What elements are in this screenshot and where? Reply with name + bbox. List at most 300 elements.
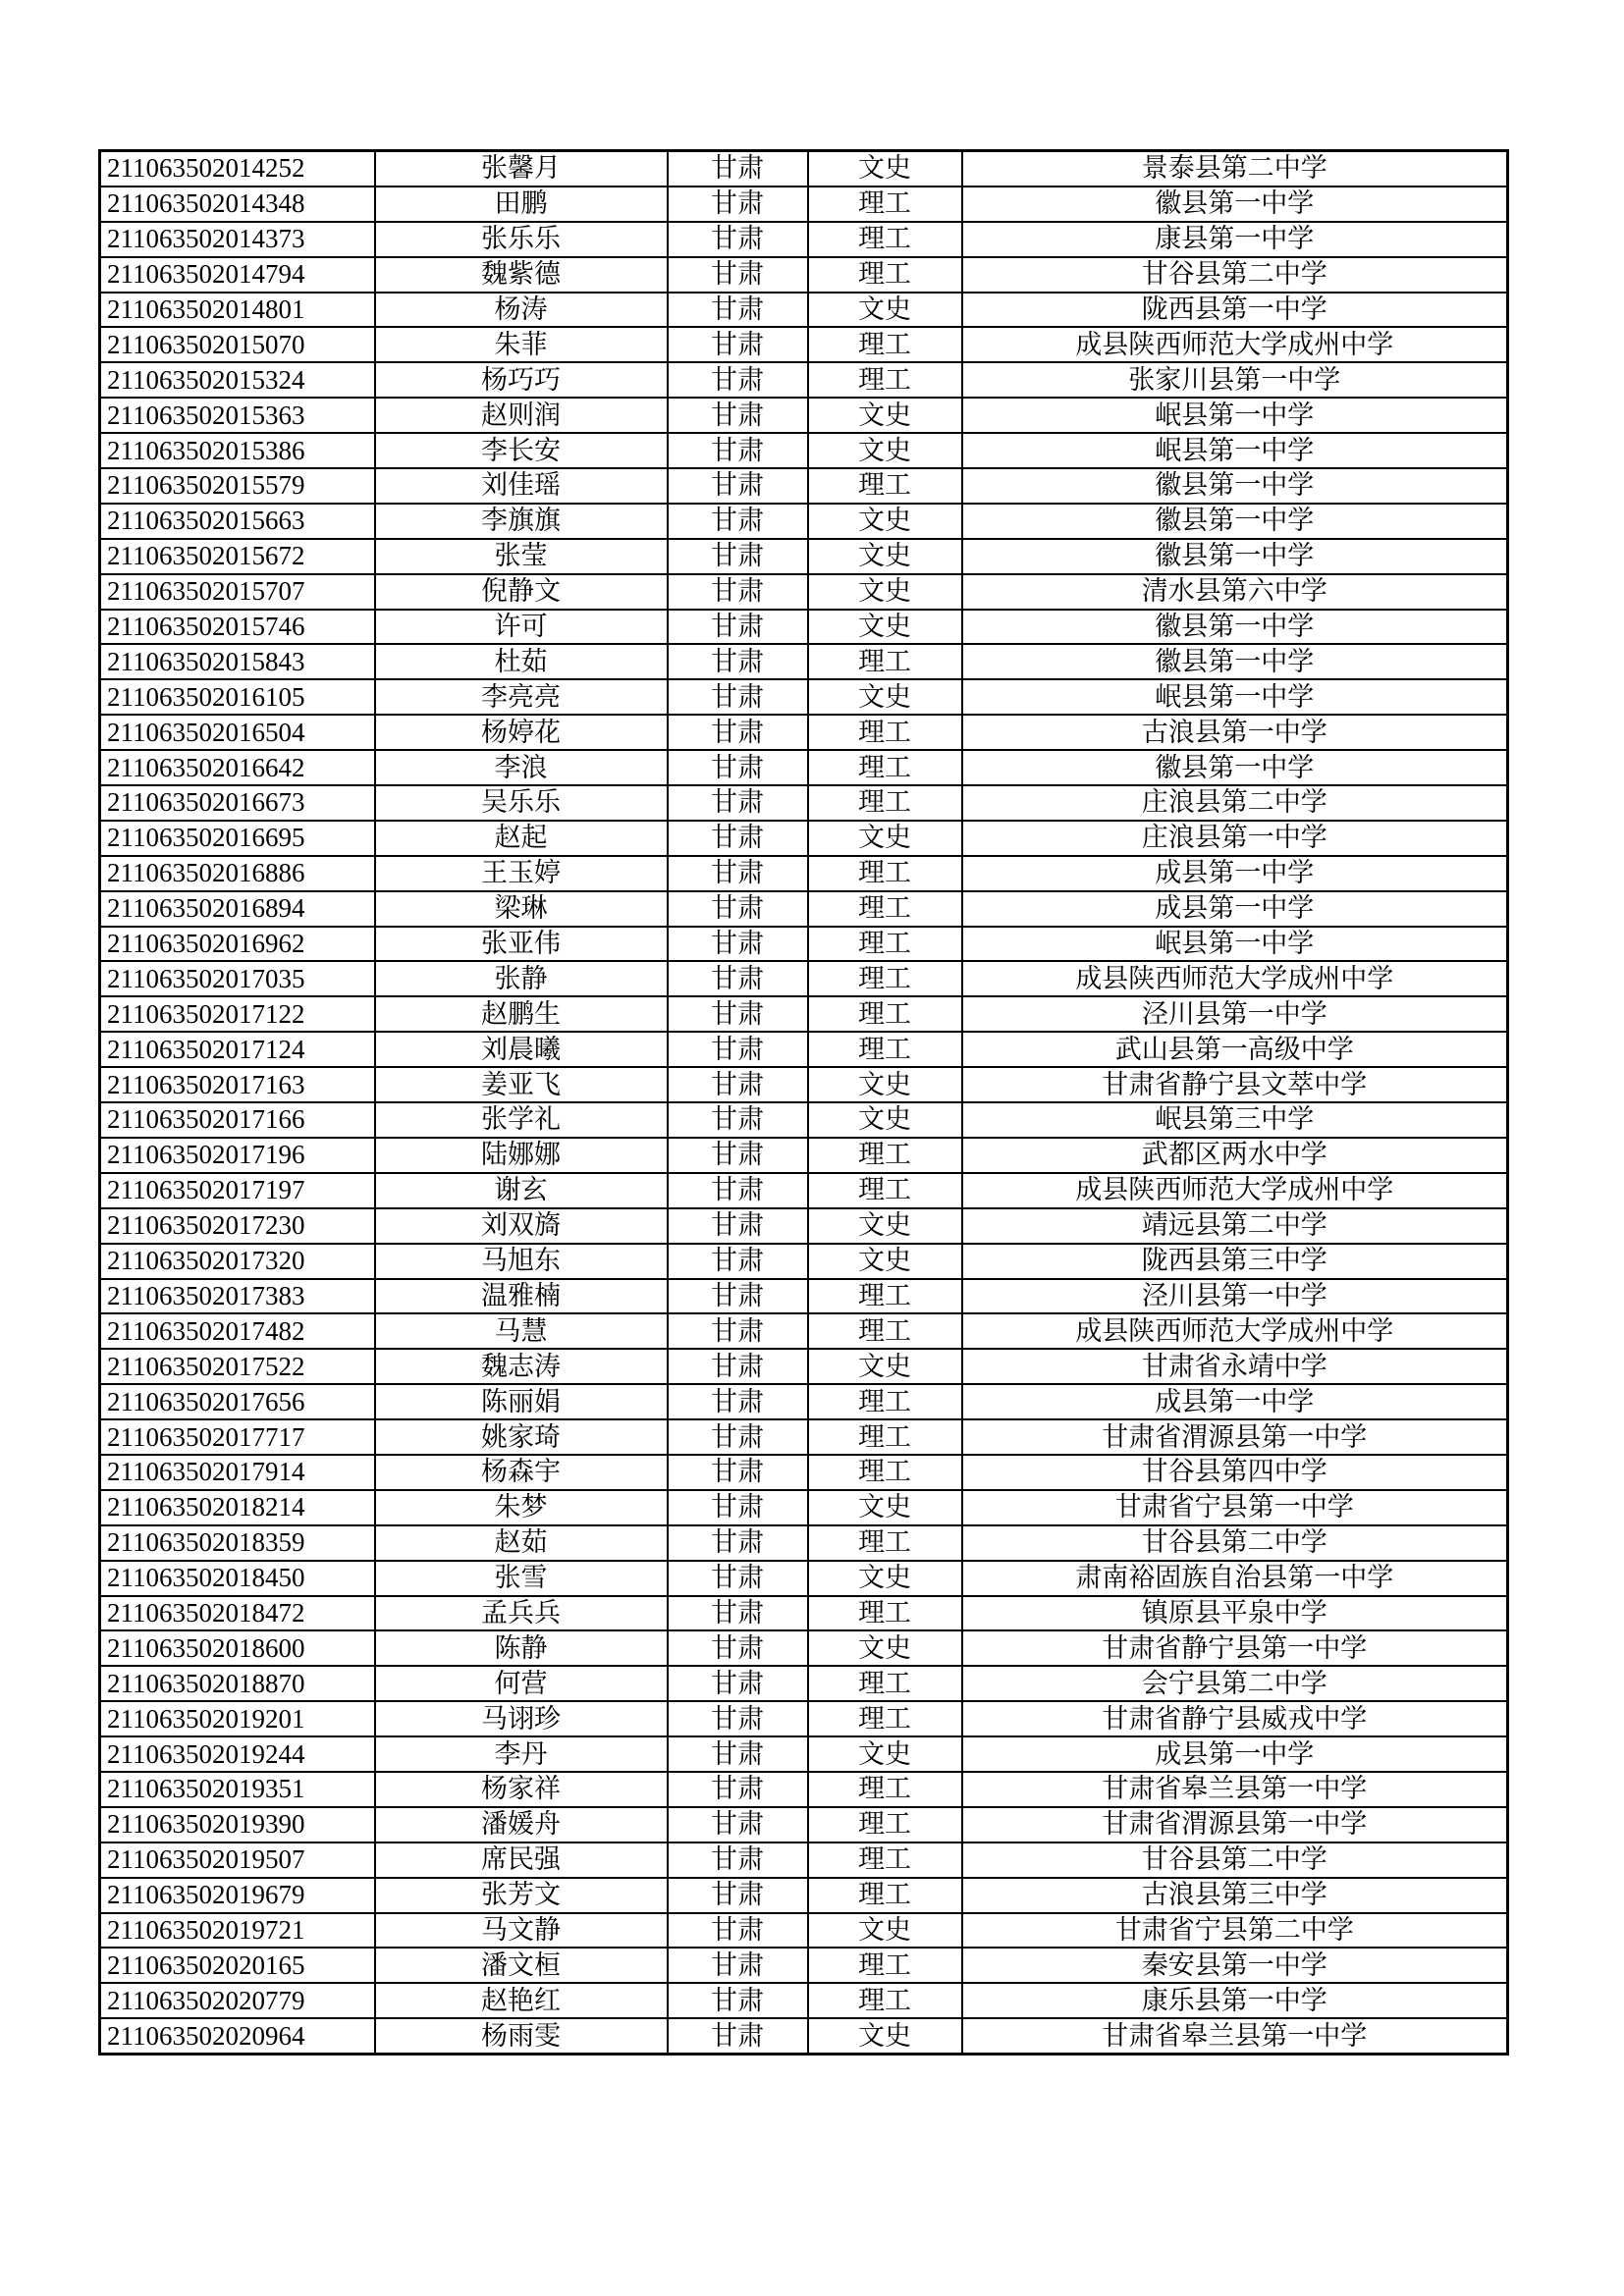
province-cell: 甘肃 — [668, 785, 808, 821]
exam-id-cell: 211063502017035 — [100, 961, 375, 996]
school-cell: 庄浪县第一中学 — [962, 821, 1508, 856]
exam-id-cell: 211063502015324 — [100, 362, 375, 398]
exam-id-cell: 211063502019721 — [100, 1913, 375, 1949]
exam-id-cell: 211063502017320 — [100, 1244, 375, 1279]
exam-id-cell: 211063502015363 — [100, 398, 375, 433]
name-cell: 杨涛 — [375, 293, 668, 328]
name-cell: 潘文桓 — [375, 1948, 668, 1983]
exam-id-cell: 211063502017482 — [100, 1313, 375, 1349]
province-cell: 甘肃 — [668, 1878, 808, 1913]
province-cell: 甘肃 — [668, 610, 808, 645]
table-row — [100, 433, 1508, 468]
province-cell: 甘肃 — [668, 1173, 808, 1208]
name-cell: 温雅楠 — [375, 1279, 668, 1314]
province-cell: 甘肃 — [668, 1736, 808, 1772]
student-list-table — [98, 149, 1509, 2056]
province-cell: 甘肃 — [668, 151, 808, 187]
subject-cell: 理工 — [808, 1701, 962, 1736]
subject-cell: 理工 — [808, 468, 962, 504]
table-row — [100, 1561, 1508, 1596]
table-row — [100, 891, 1508, 927]
table-row — [100, 1313, 1508, 1349]
province-cell: 甘肃 — [668, 1244, 808, 1279]
subject-cell: 理工 — [808, 1032, 962, 1067]
school-cell: 成县陕西师范大学成州中学 — [962, 1173, 1508, 1208]
name-cell: 孟兵兵 — [375, 1596, 668, 1631]
school-cell: 岷县第三中学 — [962, 1102, 1508, 1138]
province-cell: 甘肃 — [668, 679, 808, 715]
table-row — [100, 574, 1508, 610]
subject-cell: 文史 — [808, 1102, 962, 1138]
exam-id-cell: 211063502016105 — [100, 679, 375, 715]
subject-cell: 文史 — [808, 1630, 962, 1666]
name-cell: 李亮亮 — [375, 679, 668, 715]
school-cell: 岷县第一中学 — [962, 679, 1508, 715]
table-row — [100, 856, 1508, 891]
table-row — [100, 1384, 1508, 1419]
school-cell: 镇原县平泉中学 — [962, 1596, 1508, 1631]
table-row — [100, 539, 1508, 574]
school-cell: 甘肃省静宁县威戎中学 — [962, 1701, 1508, 1736]
province-cell: 甘肃 — [668, 1913, 808, 1949]
name-cell: 倪静文 — [375, 574, 668, 610]
subject-cell: 文史 — [808, 433, 962, 468]
province-cell: 甘肃 — [668, 504, 808, 539]
exam-id-cell: 211063502015746 — [100, 610, 375, 645]
province-cell: 甘肃 — [668, 750, 808, 785]
province-cell: 甘肃 — [668, 1525, 808, 1561]
table-body — [100, 151, 1508, 2055]
name-cell: 张亚伟 — [375, 927, 668, 962]
subject-cell: 理工 — [808, 961, 962, 996]
subject-cell: 理工 — [808, 257, 962, 293]
school-cell: 甘肃省静宁县文萃中学 — [962, 1067, 1508, 1102]
subject-cell: 文史 — [808, 539, 962, 574]
table-row — [100, 1666, 1508, 1701]
exam-id-cell: 211063502017124 — [100, 1032, 375, 1067]
exam-id-cell: 211063502017163 — [100, 1067, 375, 1102]
table-row — [100, 1630, 1508, 1666]
subject-cell: 文史 — [808, 1208, 962, 1244]
province-cell: 甘肃 — [668, 433, 808, 468]
table-row — [100, 1208, 1508, 1244]
exam-id-cell: 211063502015579 — [100, 468, 375, 504]
subject-cell: 理工 — [808, 187, 962, 222]
exam-id-cell: 211063502019351 — [100, 1772, 375, 1807]
exam-id-cell: 211063502020964 — [100, 2018, 375, 2054]
school-cell: 陇西县第三中学 — [962, 1244, 1508, 1279]
school-cell: 甘肃省渭源县第一中学 — [962, 1807, 1508, 1842]
province-cell: 甘肃 — [668, 327, 808, 362]
subject-cell: 理工 — [808, 1878, 962, 1913]
province-cell: 甘肃 — [668, 362, 808, 398]
subject-cell: 理工 — [808, 715, 962, 750]
province-cell: 甘肃 — [668, 1772, 808, 1807]
subject-cell: 文史 — [808, 610, 962, 645]
name-cell: 朱梦 — [375, 1490, 668, 1525]
exam-id-cell: 211063502017383 — [100, 1279, 375, 1314]
exam-id-cell: 211063502014252 — [100, 151, 375, 187]
school-cell: 成县陕西师范大学成州中学 — [962, 327, 1508, 362]
school-cell: 会宁县第二中学 — [962, 1666, 1508, 1701]
province-cell: 甘肃 — [668, 996, 808, 1032]
subject-cell: 文史 — [808, 1736, 962, 1772]
school-cell: 武都区两水中学 — [962, 1138, 1508, 1173]
table-row — [100, 1842, 1508, 1878]
name-cell: 张馨月 — [375, 151, 668, 187]
subject-cell: 理工 — [808, 1313, 962, 1349]
exam-id-cell: 211063502017122 — [100, 996, 375, 1032]
subject-cell: 理工 — [808, 1279, 962, 1314]
subject-cell: 理工 — [808, 891, 962, 927]
province-cell: 甘肃 — [668, 1102, 808, 1138]
subject-cell: 文史 — [808, 1244, 962, 1279]
name-cell: 王玉婷 — [375, 856, 668, 891]
subject-cell: 文史 — [808, 1561, 962, 1596]
exam-id-cell: 211063502014373 — [100, 222, 375, 257]
table-row — [100, 715, 1508, 750]
province-cell: 甘肃 — [668, 1349, 808, 1384]
table-row — [100, 1279, 1508, 1314]
table-row — [100, 644, 1508, 679]
school-cell: 甘肃省宁县第一中学 — [962, 1490, 1508, 1525]
subject-cell: 理工 — [808, 1138, 962, 1173]
exam-id-cell: 211063502019244 — [100, 1736, 375, 1772]
exam-id-cell: 211063502016504 — [100, 715, 375, 750]
exam-id-cell: 211063502014801 — [100, 293, 375, 328]
table-row — [100, 1067, 1508, 1102]
exam-id-cell: 211063502017717 — [100, 1419, 375, 1455]
school-cell: 岷县第一中学 — [962, 927, 1508, 962]
table-row — [100, 1596, 1508, 1631]
school-cell: 靖远县第二中学 — [962, 1208, 1508, 1244]
exam-id-cell: 211063502015386 — [100, 433, 375, 468]
name-cell: 许可 — [375, 610, 668, 645]
table-row — [100, 1525, 1508, 1561]
school-cell: 成县陕西师范大学成州中学 — [962, 1313, 1508, 1349]
province-cell: 甘肃 — [668, 187, 808, 222]
table-row — [100, 327, 1508, 362]
province-cell: 甘肃 — [668, 644, 808, 679]
exam-id-cell: 211063502016886 — [100, 856, 375, 891]
name-cell: 杨家祥 — [375, 1772, 668, 1807]
exam-id-cell: 211063502018359 — [100, 1525, 375, 1561]
province-cell: 甘肃 — [668, 574, 808, 610]
subject-cell: 理工 — [808, 362, 962, 398]
school-cell: 张家川县第一中学 — [962, 362, 1508, 398]
school-cell: 成县第一中学 — [962, 1384, 1508, 1419]
school-cell: 甘肃省静宁县第一中学 — [962, 1630, 1508, 1666]
exam-id-cell: 211063502017197 — [100, 1173, 375, 1208]
subject-cell: 理工 — [808, 1666, 962, 1701]
province-cell: 甘肃 — [668, 1561, 808, 1596]
school-cell: 甘谷县第二中学 — [962, 1525, 1508, 1561]
table-row — [100, 1772, 1508, 1807]
exam-id-cell: 211063502019201 — [100, 1701, 375, 1736]
subject-cell: 文史 — [808, 679, 962, 715]
name-cell: 陆娜娜 — [375, 1138, 668, 1173]
name-cell: 魏志涛 — [375, 1349, 668, 1384]
table-row — [100, 257, 1508, 293]
table-row — [100, 1455, 1508, 1490]
name-cell: 刘晨曦 — [375, 1032, 668, 1067]
exam-id-cell: 211063502020165 — [100, 1948, 375, 1983]
province-cell: 甘肃 — [668, 1032, 808, 1067]
school-cell: 岷县第一中学 — [962, 433, 1508, 468]
exam-id-cell: 211063502018214 — [100, 1490, 375, 1525]
school-cell: 甘肃省皋兰县第一中学 — [962, 1772, 1508, 1807]
table-row — [100, 151, 1508, 187]
province-cell: 甘肃 — [668, 257, 808, 293]
name-cell: 赵茹 — [375, 1525, 668, 1561]
exam-id-cell: 211063502014794 — [100, 257, 375, 293]
table-row — [100, 1948, 1508, 1983]
exam-id-cell: 211063502017522 — [100, 1349, 375, 1384]
table-row — [100, 398, 1508, 433]
table-row — [100, 1490, 1508, 1525]
school-cell: 甘肃省渭源县第一中学 — [962, 1419, 1508, 1455]
name-cell: 杨森宇 — [375, 1455, 668, 1490]
name-cell: 杨婷花 — [375, 715, 668, 750]
exam-id-cell: 211063502016673 — [100, 785, 375, 821]
province-cell: 甘肃 — [668, 1279, 808, 1314]
province-cell: 甘肃 — [668, 1419, 808, 1455]
table-row — [100, 1913, 1508, 1949]
province-cell: 甘肃 — [668, 468, 808, 504]
school-cell: 徽县第一中学 — [962, 504, 1508, 539]
name-cell: 魏紫德 — [375, 257, 668, 293]
name-cell: 姚家琦 — [375, 1419, 668, 1455]
subject-cell: 理工 — [808, 1419, 962, 1455]
subject-cell: 理工 — [808, 1525, 962, 1561]
subject-cell: 理工 — [808, 1596, 962, 1631]
name-cell: 李长安 — [375, 433, 668, 468]
subject-cell: 文史 — [808, 151, 962, 187]
name-cell: 张乐乐 — [375, 222, 668, 257]
table-row — [100, 2018, 1508, 2054]
table-row — [100, 679, 1508, 715]
name-cell: 马慧 — [375, 1313, 668, 1349]
table-row — [100, 1807, 1508, 1842]
school-cell: 徽县第一中学 — [962, 539, 1508, 574]
name-cell: 张静 — [375, 961, 668, 996]
subject-cell: 理工 — [808, 1173, 962, 1208]
exam-id-cell: 211063502017656 — [100, 1384, 375, 1419]
name-cell: 马旭东 — [375, 1244, 668, 1279]
name-cell: 赵鹏生 — [375, 996, 668, 1032]
school-cell: 古浪县第三中学 — [962, 1878, 1508, 1913]
school-cell: 徽县第一中学 — [962, 750, 1508, 785]
table-row — [100, 1173, 1508, 1208]
school-cell: 景泰县第二中学 — [962, 151, 1508, 187]
province-cell: 甘肃 — [668, 398, 808, 433]
exam-id-cell: 211063502016642 — [100, 750, 375, 785]
province-cell: 甘肃 — [668, 1701, 808, 1736]
exam-id-cell: 211063502020779 — [100, 1983, 375, 2018]
province-cell: 甘肃 — [668, 1138, 808, 1173]
name-cell: 张雪 — [375, 1561, 668, 1596]
name-cell: 李浪 — [375, 750, 668, 785]
exam-id-cell: 211063502019507 — [100, 1842, 375, 1878]
subject-cell: 理工 — [808, 327, 962, 362]
table-row — [100, 293, 1508, 328]
subject-cell: 理工 — [808, 1948, 962, 1983]
subject-cell: 文史 — [808, 1349, 962, 1384]
exam-id-cell: 211063502015707 — [100, 574, 375, 610]
province-cell: 甘肃 — [668, 1208, 808, 1244]
subject-cell: 文史 — [808, 821, 962, 856]
table-row — [100, 927, 1508, 962]
name-cell: 谢玄 — [375, 1173, 668, 1208]
province-cell: 甘肃 — [668, 539, 808, 574]
subject-cell: 文史 — [808, 504, 962, 539]
exam-id-cell: 211063502019679 — [100, 1878, 375, 1913]
province-cell: 甘肃 — [668, 856, 808, 891]
school-cell: 武山县第一高级中学 — [962, 1032, 1508, 1067]
school-cell: 岷县第一中学 — [962, 398, 1508, 433]
subject-cell: 理工 — [808, 927, 962, 962]
subject-cell: 文史 — [808, 1067, 962, 1102]
exam-id-cell: 211063502017230 — [100, 1208, 375, 1244]
subject-cell: 理工 — [808, 1772, 962, 1807]
name-cell: 张莹 — [375, 539, 668, 574]
name-cell: 刘佳瑶 — [375, 468, 668, 504]
province-cell: 甘肃 — [668, 927, 808, 962]
subject-cell: 理工 — [808, 1455, 962, 1490]
name-cell: 杨巧巧 — [375, 362, 668, 398]
table-row — [100, 961, 1508, 996]
name-cell: 陈静 — [375, 1630, 668, 1666]
exam-id-cell: 211063502018870 — [100, 1666, 375, 1701]
school-cell: 徽县第一中学 — [962, 644, 1508, 679]
province-cell: 甘肃 — [668, 821, 808, 856]
name-cell: 田鹏 — [375, 187, 668, 222]
name-cell: 李丹 — [375, 1736, 668, 1772]
subject-cell: 理工 — [808, 856, 962, 891]
name-cell: 马诩珍 — [375, 1701, 668, 1736]
name-cell: 陈丽娟 — [375, 1384, 668, 1419]
table-row — [100, 1102, 1508, 1138]
province-cell: 甘肃 — [668, 715, 808, 750]
table-row — [100, 362, 1508, 398]
table-row — [100, 1983, 1508, 2018]
subject-cell: 理工 — [808, 785, 962, 821]
table-row — [100, 750, 1508, 785]
table-row — [100, 1736, 1508, 1772]
name-cell: 马文静 — [375, 1913, 668, 1949]
school-cell: 甘谷县第二中学 — [962, 1842, 1508, 1878]
subject-cell: 文史 — [808, 293, 962, 328]
school-cell: 清水县第六中学 — [962, 574, 1508, 610]
school-cell: 徽县第一中学 — [962, 468, 1508, 504]
school-cell: 甘肃省宁县第二中学 — [962, 1913, 1508, 1949]
province-cell: 甘肃 — [668, 1842, 808, 1878]
province-cell: 甘肃 — [668, 961, 808, 996]
name-cell: 朱菲 — [375, 327, 668, 362]
province-cell: 甘肃 — [668, 1384, 808, 1419]
table-row — [100, 468, 1508, 504]
province-cell: 甘肃 — [668, 293, 808, 328]
school-cell: 庄浪县第二中学 — [962, 785, 1508, 821]
province-cell: 甘肃 — [668, 1490, 808, 1525]
exam-id-cell: 211063502016894 — [100, 891, 375, 927]
subject-cell: 文史 — [808, 398, 962, 433]
province-cell: 甘肃 — [668, 1983, 808, 2018]
exam-id-cell: 211063502019390 — [100, 1807, 375, 1842]
school-cell: 秦安县第一中学 — [962, 1948, 1508, 1983]
subject-cell: 理工 — [808, 1384, 962, 1419]
exam-id-cell: 211063502016962 — [100, 927, 375, 962]
province-cell: 甘肃 — [668, 1455, 808, 1490]
subject-cell: 理工 — [808, 1807, 962, 1842]
province-cell: 甘肃 — [668, 891, 808, 927]
name-cell: 赵则润 — [375, 398, 668, 433]
exam-id-cell: 211063502016695 — [100, 821, 375, 856]
subject-cell: 文史 — [808, 574, 962, 610]
school-cell: 甘肃省永靖中学 — [962, 1349, 1508, 1384]
table-row — [100, 1878, 1508, 1913]
school-cell: 徽县第一中学 — [962, 187, 1508, 222]
name-cell: 赵起 — [375, 821, 668, 856]
school-cell: 成县第一中学 — [962, 1736, 1508, 1772]
exam-id-cell: 211063502014348 — [100, 187, 375, 222]
table-row — [100, 610, 1508, 645]
school-cell: 泾川县第一中学 — [962, 1279, 1508, 1314]
province-cell: 甘肃 — [668, 1630, 808, 1666]
name-cell: 赵艳红 — [375, 1983, 668, 2018]
province-cell: 甘肃 — [668, 1948, 808, 1983]
exam-id-cell: 211063502015663 — [100, 504, 375, 539]
subject-cell: 文史 — [808, 2018, 962, 2054]
province-cell: 甘肃 — [668, 1313, 808, 1349]
name-cell: 李旗旗 — [375, 504, 668, 539]
table-row — [100, 504, 1508, 539]
subject-cell: 理工 — [808, 1842, 962, 1878]
table-row — [100, 1032, 1508, 1067]
name-cell: 潘媛舟 — [375, 1807, 668, 1842]
school-cell: 陇西县第一中学 — [962, 293, 1508, 328]
exam-id-cell: 211063502015672 — [100, 539, 375, 574]
subject-cell: 理工 — [808, 644, 962, 679]
subject-cell: 理工 — [808, 750, 962, 785]
school-cell: 古浪县第一中学 — [962, 715, 1508, 750]
school-cell: 康乐县第一中学 — [962, 1983, 1508, 2018]
name-cell: 张芳文 — [375, 1878, 668, 1913]
exam-id-cell: 211063502017914 — [100, 1455, 375, 1490]
table-row — [100, 821, 1508, 856]
province-cell: 甘肃 — [668, 222, 808, 257]
table-row — [100, 1701, 1508, 1736]
table-row — [100, 1244, 1508, 1279]
school-cell: 泾川县第一中学 — [962, 996, 1508, 1032]
exam-id-cell: 211063502018600 — [100, 1630, 375, 1666]
school-cell: 成县第一中学 — [962, 856, 1508, 891]
school-cell: 甘肃省皋兰县第一中学 — [962, 2018, 1508, 2054]
name-cell: 张学礼 — [375, 1102, 668, 1138]
table-row — [100, 1349, 1508, 1384]
subject-cell: 理工 — [808, 1983, 962, 2018]
province-cell: 甘肃 — [668, 1596, 808, 1631]
subject-cell: 理工 — [808, 996, 962, 1032]
exam-id-cell: 211063502018472 — [100, 1596, 375, 1631]
table-row — [100, 1138, 1508, 1173]
school-cell: 康县第一中学 — [962, 222, 1508, 257]
table-row — [100, 187, 1508, 222]
table-row — [100, 222, 1508, 257]
province-cell: 甘肃 — [668, 1067, 808, 1102]
exam-id-cell: 211063502017196 — [100, 1138, 375, 1173]
school-cell: 成县第一中学 — [962, 891, 1508, 927]
